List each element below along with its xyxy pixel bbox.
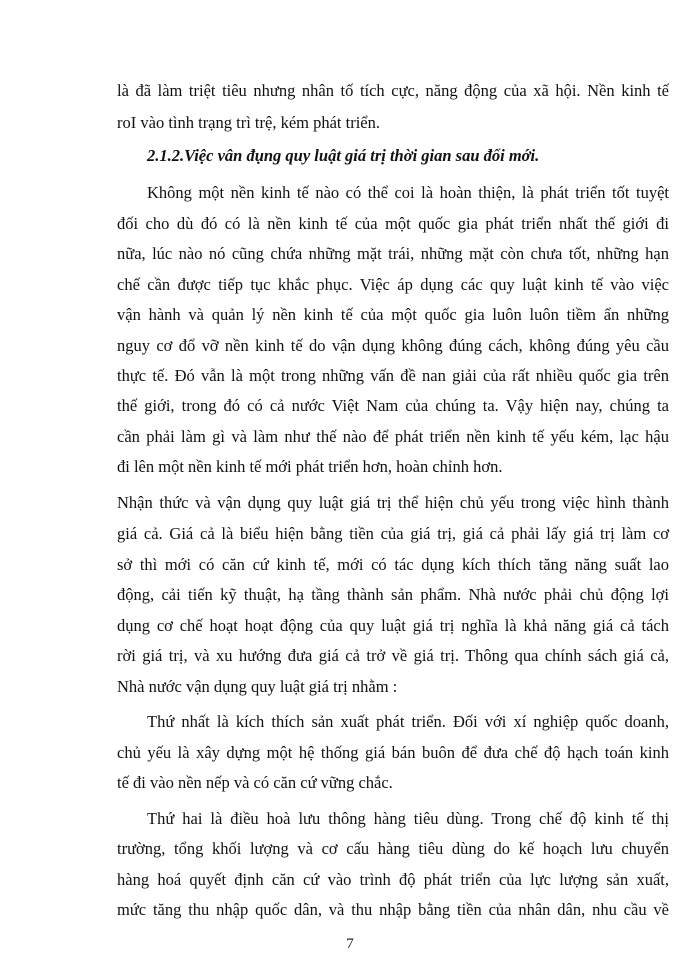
text-line: Thứ nhất là kích thích sản xuất phát triển. Đối với xí nghiệp quốc doanh,: [147, 712, 669, 731]
text-line: vận hành và quản lý nền kinh tế của một quốc gia luôn luôn tiềm ẩn những: [117, 305, 669, 324]
text-line: dụng cơ chế hoạt hoạt động của quy luật giá trị nghĩa là khả năng giá cả tách: [117, 616, 669, 635]
text-line: chế cần được tiếp tục khắc phục. Việc áp dụng các quy luật kinh tế vào việc: [117, 275, 669, 294]
text-line: roI vào tình trạng trì trệ, kém phát triển.: [117, 113, 381, 132]
page-number: 7: [346, 936, 354, 952]
text-line: sở thì mới có căn cứ kinh tế, mới có tác dụng kích thích tăng năng suất lao: [117, 555, 669, 574]
text-line: trường, tổng khối lượng và cơ cấu hàng tiêu dùng do kế hoạch lưu chuyển: [117, 839, 669, 858]
text-line: là đã làm triệt tiêu nhưng nhân tố tích cực, năng động của xã hội. Nền kinh tế: [117, 81, 669, 100]
text-line: rời giá trị, và xu hướng đưa giá cả trở về giá trị. Thông qua chính sách giá cả,: [117, 646, 669, 665]
text-line: Nhà nước vận dụng quy luật giá trị nhằm :: [117, 677, 398, 696]
section-heading: 2.1.2.Việc vân đụng quy luật giá trị thời gian sau đổi mới.: [147, 146, 540, 165]
text-line: Không một nền kinh tế nào có thể coi là hoàn thiện, là phát triển tốt tuyệt: [147, 183, 669, 202]
text-line: thực tế. Đó vẫn là một trong những vấn đề nan giải của rất nhiều quốc gia trên: [117, 366, 669, 385]
text-line: mức tăng thu nhập quốc dân, và thu nhập bằng tiền của nhân dân, nhu cầu về: [117, 900, 669, 919]
text-line: đi lên một nền kinh tế mới phát triển hơn, hoàn chỉnh hơn.: [117, 457, 503, 476]
text-line: tế đi vào nền nếp và có căn cứ vững chắc.: [117, 773, 393, 792]
text-line: hàng hoá quyết định căn cứ vào trình độ phát triển của lực lượng sản xuất,: [117, 870, 669, 889]
text-line: cần phải làm gì và làm như thế nào để phát triển nền kinh tế yếu kém, lạc hậu: [117, 427, 669, 446]
text-line: đối cho dù đó có là nền kinh tế của một quốc gia phát triển nhất thế giới đi: [117, 214, 669, 233]
text-line: Nhận thức và vận dụng quy luật giá trị thể hiện chủ yếu trong việc hình thành: [117, 493, 669, 512]
text-line: giá cả. Giá cả là biểu hiện bằng tiền của giá trị, giá cả phải lấy giá trị làm cơ: [117, 524, 669, 543]
text-line: động, cải tiến kỹ thuật, hạ tầng thành sản phẩm. Nhà nước phải chủ động lợi: [117, 585, 669, 604]
text-line: chủ yếu là xây dựng một hệ thống giá bán buôn để đưa chế độ hạch toán kinh: [117, 743, 669, 762]
text-line: nữa, lúc nào nó cũng chứa những mặt trái, những mặt còn chưa tốt, những hạn: [117, 244, 669, 263]
text-line: Thứ hai là điều hoà lưu thông hàng tiêu dùng. Trong chế độ kinh tế thị: [147, 809, 669, 828]
text-line: thế giới, trong đó có cả nước Việt Nam của chúng ta. Vậy hiện nay, chúng ta: [117, 396, 669, 415]
text-line: nguy cơ đổ vỡ nền kinh tế do vận dụng không đúng cách, không đúng yêu cầu: [117, 336, 669, 355]
